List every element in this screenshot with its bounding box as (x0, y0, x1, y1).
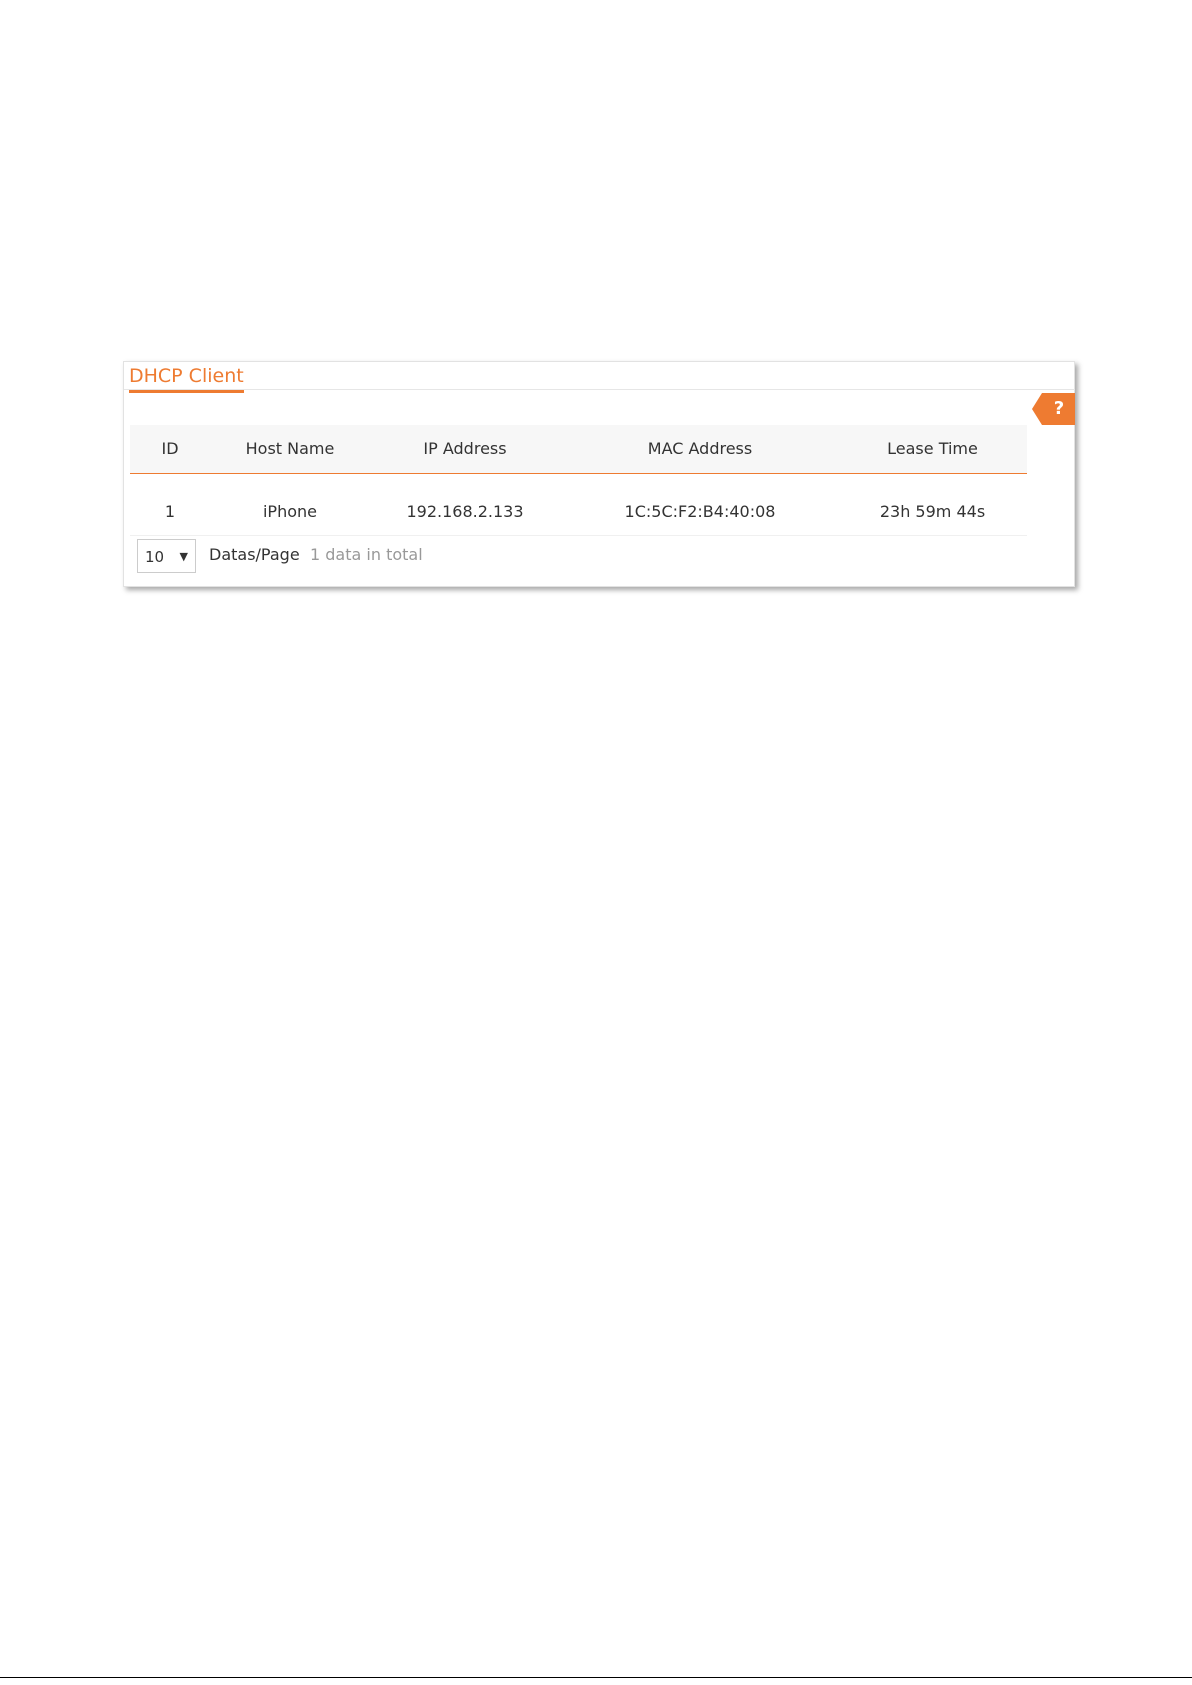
column-header-mac-address: MAC Address (647, 439, 753, 458)
help-button[interactable] (1032, 393, 1075, 425)
per-page-value: 10 (145, 548, 165, 566)
column-header-id: ID (161, 439, 179, 458)
title-divider (124, 389, 1075, 390)
column-header-ip-address: IP Address (423, 439, 507, 458)
column-header-lease-time: Lease Time (887, 439, 978, 458)
table-row (130, 474, 1027, 536)
page-bottom-divider (0, 1677, 1192, 1678)
total-count-label: 1 data in total (310, 545, 423, 564)
dhcp-client-table (130, 425, 1027, 536)
per-page-select[interactable] (137, 539, 196, 573)
dhcp-client-panel (123, 361, 1075, 587)
cell-host-name: iPhone (262, 502, 317, 521)
dropdown-arrow-icon: ▼ (179, 550, 188, 563)
cell-lease-time: 23h 59m 44s (879, 502, 986, 521)
table-header (130, 425, 1027, 474)
pagination-bar (124, 539, 1024, 575)
panel-title: DHCP Client (129, 363, 244, 393)
cell-mac-address: 1C:5C:F2:B4:40:08 (624, 502, 776, 521)
per-page-label: Datas/Page (209, 545, 300, 564)
cell-id: 1 (164, 502, 176, 521)
cell-ip-address: 192.168.2.133 (406, 502, 524, 521)
question-mark-icon: ? (1053, 398, 1065, 419)
column-header-host-name: Host Name (245, 439, 335, 458)
